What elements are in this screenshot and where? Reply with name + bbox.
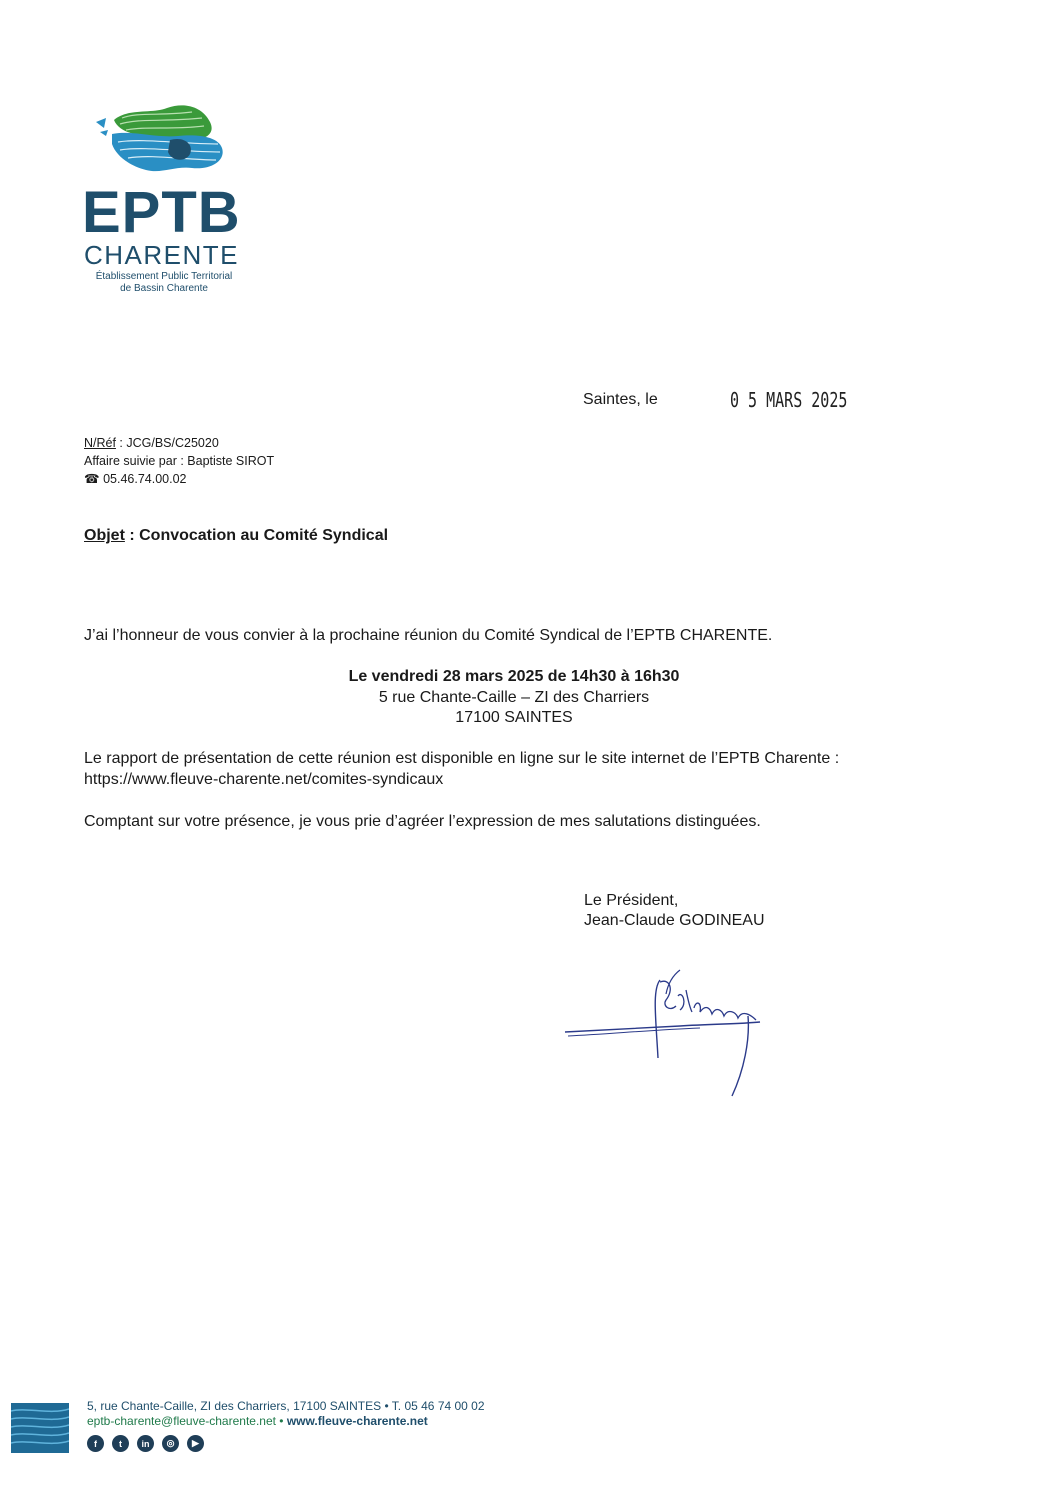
footer-separator: • bbox=[275, 1414, 287, 1428]
instagram-icon[interactable]: ◎ bbox=[162, 1435, 179, 1452]
footer-website[interactable]: www.fleuve-charente.net bbox=[286, 1414, 428, 1428]
eptb-logo-icon bbox=[92, 100, 232, 182]
linkedin-icon[interactable]: in bbox=[137, 1435, 154, 1452]
signatory-title: Le Président, bbox=[584, 892, 679, 909]
report-link: https://www.fleuve-charente.net/comites-syndicaux bbox=[84, 771, 444, 788]
footer-address: 5, rue Chante-Caille, ZI des Charriers, 17100 SAINTES • T. 05 46 74 00 02 bbox=[87, 1399, 485, 1413]
handwritten-signature-icon bbox=[560, 960, 770, 1100]
reference-label: N/Réf bbox=[84, 436, 116, 450]
logo-tagline bbox=[84, 271, 244, 295]
date-stamp: 0 5 MARS 2025 bbox=[730, 388, 848, 412]
subject-text: : Convocation au Comité Syndical bbox=[124, 527, 389, 544]
youtube-icon[interactable]: ▶ bbox=[187, 1435, 204, 1452]
phone-number: 05.46.74.00.02 bbox=[103, 472, 187, 486]
closing-paragraph: Comptant sur votre présence, je vous prie d’agréer l’expression de mes salutations distinguées. bbox=[84, 813, 761, 830]
reference-line bbox=[84, 434, 219, 452]
meeting-address: 5 rue Chante-Caille – ZI des Charriers bbox=[378, 689, 650, 706]
intro-paragraph: J’ai l’honneur de vous convier à la prochaine réunion du Comité Syndical de l’EPTB CHARENTE. bbox=[84, 627, 773, 644]
date-label: Saintes, le bbox=[583, 391, 658, 408]
logo-tagline-line-2: de Bassin Charente bbox=[120, 283, 208, 294]
logo-subtitle: CHARENTE bbox=[84, 240, 240, 270]
logo-tagline-line-1: Établissement Public Territorial bbox=[95, 271, 233, 282]
followed-by-line: Affaire suivie par : Baptiste SIROT bbox=[84, 454, 275, 468]
footer-contact bbox=[87, 1414, 428, 1428]
subject-label: Objet bbox=[84, 527, 125, 544]
twitter-icon[interactable]: t bbox=[112, 1435, 129, 1452]
social-links bbox=[87, 1435, 204, 1452]
facebook-icon[interactable]: f bbox=[87, 1435, 104, 1452]
logo-title: EPTB bbox=[82, 180, 241, 245]
signatory-name: Jean-Claude GODINEAU bbox=[584, 912, 765, 929]
subject-line bbox=[84, 527, 388, 545]
reference-value: : JCG/BS/C25020 bbox=[115, 436, 219, 450]
meeting-city: 17100 SAINTES bbox=[455, 709, 573, 726]
footer-email[interactable]: eptb-charente@fleuve-charente.net bbox=[87, 1414, 276, 1428]
meeting-date: Le vendredi 28 mars 2025 de 14h30 à 16h30 bbox=[348, 668, 680, 685]
phone-line bbox=[84, 470, 186, 488]
phone-icon: ☎ bbox=[84, 472, 100, 486]
report-line-1: Le rapport de présentation de cette réunion est disponible en ligne sur le site internet de l’EPTB Charente : bbox=[84, 750, 840, 767]
report-paragraph bbox=[84, 748, 944, 790]
footer-wave-icon bbox=[11, 1403, 69, 1453]
